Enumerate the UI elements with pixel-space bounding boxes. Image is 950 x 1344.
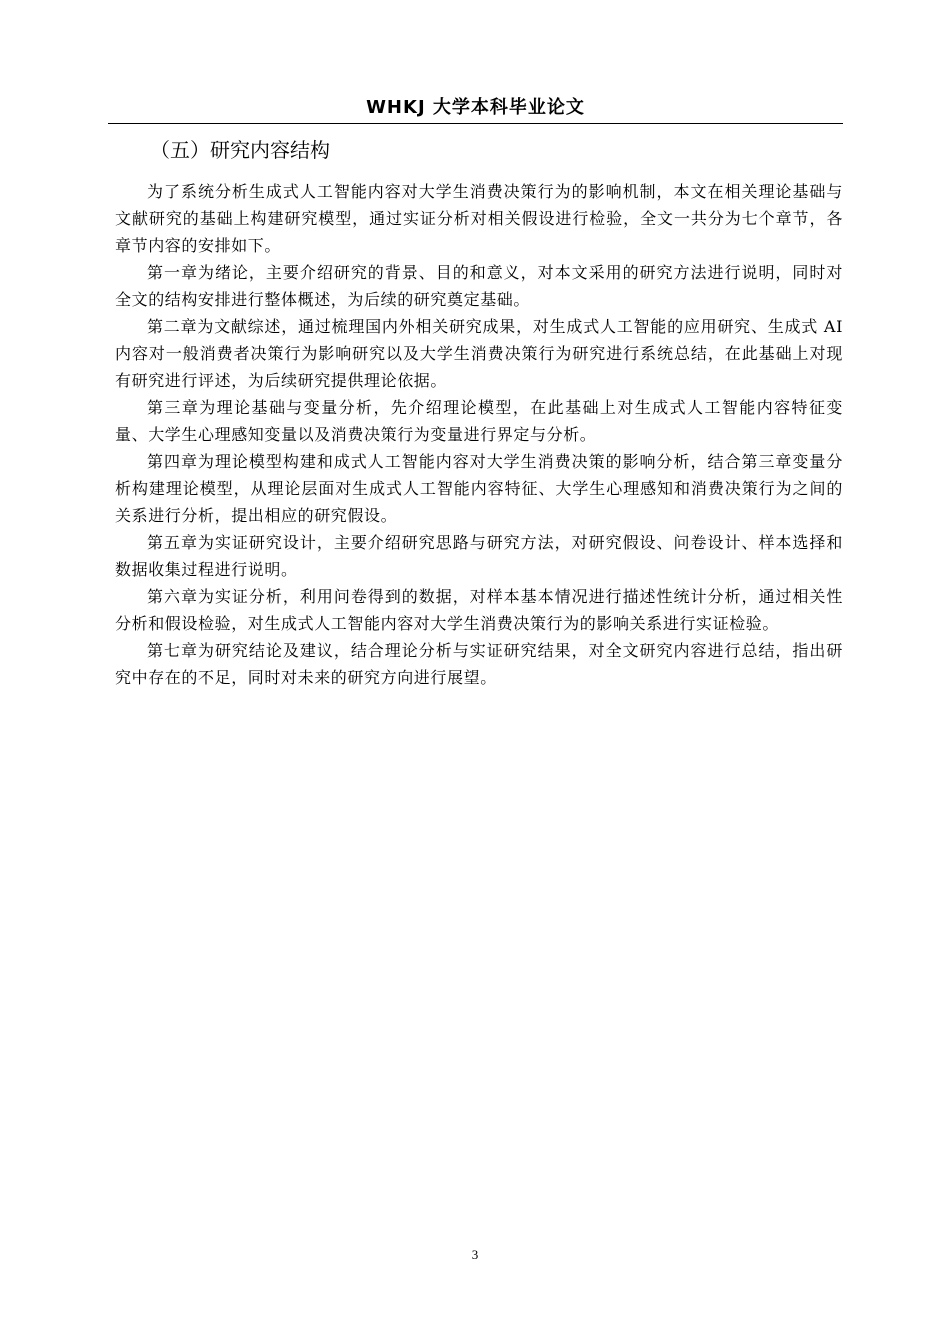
paragraph-chapter-2: 第二章为文献综述，通过梳理国内外相关研究成果，对生成式人工智能的应用研究、生成式 AI 内容对一般消费者决策行为影响研究以及大学生消费决策行为研究进行系统总结，在此基础上对现有研究进行评述，为后续研究提供理论依据。	[115, 317, 843, 390]
paragraph-intro: 为了系统分析生成式人工智能内容对大学生消费决策行为的影响机制，本文在相关理论基础与文献研究的基础上构建研究模型，通过实证分析对相关假设进行检验，全文一共分为七个章节，各章节内容的安排如下。	[115, 182, 843, 255]
header-title: WHKJ 大学本科毕业论文	[366, 97, 585, 118]
paragraph-chapter-1: 第一章为绪论，主要介绍研究的背景、目的和意义，对本文采用的研究方法进行说明，同时对全文的结构安排进行整体概述，为后续的研究奠定基础。	[115, 263, 843, 309]
body-text	[115, 178, 843, 691]
paragraph-chapter-6: 第六章为实证分析，利用问卷得到的数据，对样本基本情况进行描述性统计分析，通过相关性分析和假设检验，对生成式人工智能内容对大学生消费决策行为的影响关系进行实证检验。	[115, 587, 843, 633]
paragraph-chapter-7: 第七章为研究结论及建议，结合理论分析与实证研究结果，对全文研究内容进行总结，指出研究中存在的不足，同时对未来的研究方向进行展望。	[115, 641, 843, 687]
paragraph-chapter-5: 第五章为实证研究设计，主要介绍研究思路与研究方法，对研究假设、问卷设计、样本选择和数据收集过程进行说明。	[115, 533, 843, 579]
page-number: 3	[471, 1247, 479, 1262]
paragraph-chapter-4: 第四章为理论模型构建和成式人工智能内容对大学生消费决策的影响分析，结合第三章变量分析构建理论模型，从理论层面对生成式人工智能内容特征、大学生心理感知和消费决策行为之间的关系进行分析，提出相应的研究假设。	[115, 452, 843, 525]
section-heading: （五）研究内容结构	[150, 138, 330, 162]
paragraph-chapter-3: 第三章为理论基础与变量分析，先介绍理论模型，在此基础上对生成式人工智能内容特征变量、大学生心理感知变量以及消费决策行为变量进行界定与分析。	[115, 398, 843, 444]
page-header	[108, 96, 843, 124]
